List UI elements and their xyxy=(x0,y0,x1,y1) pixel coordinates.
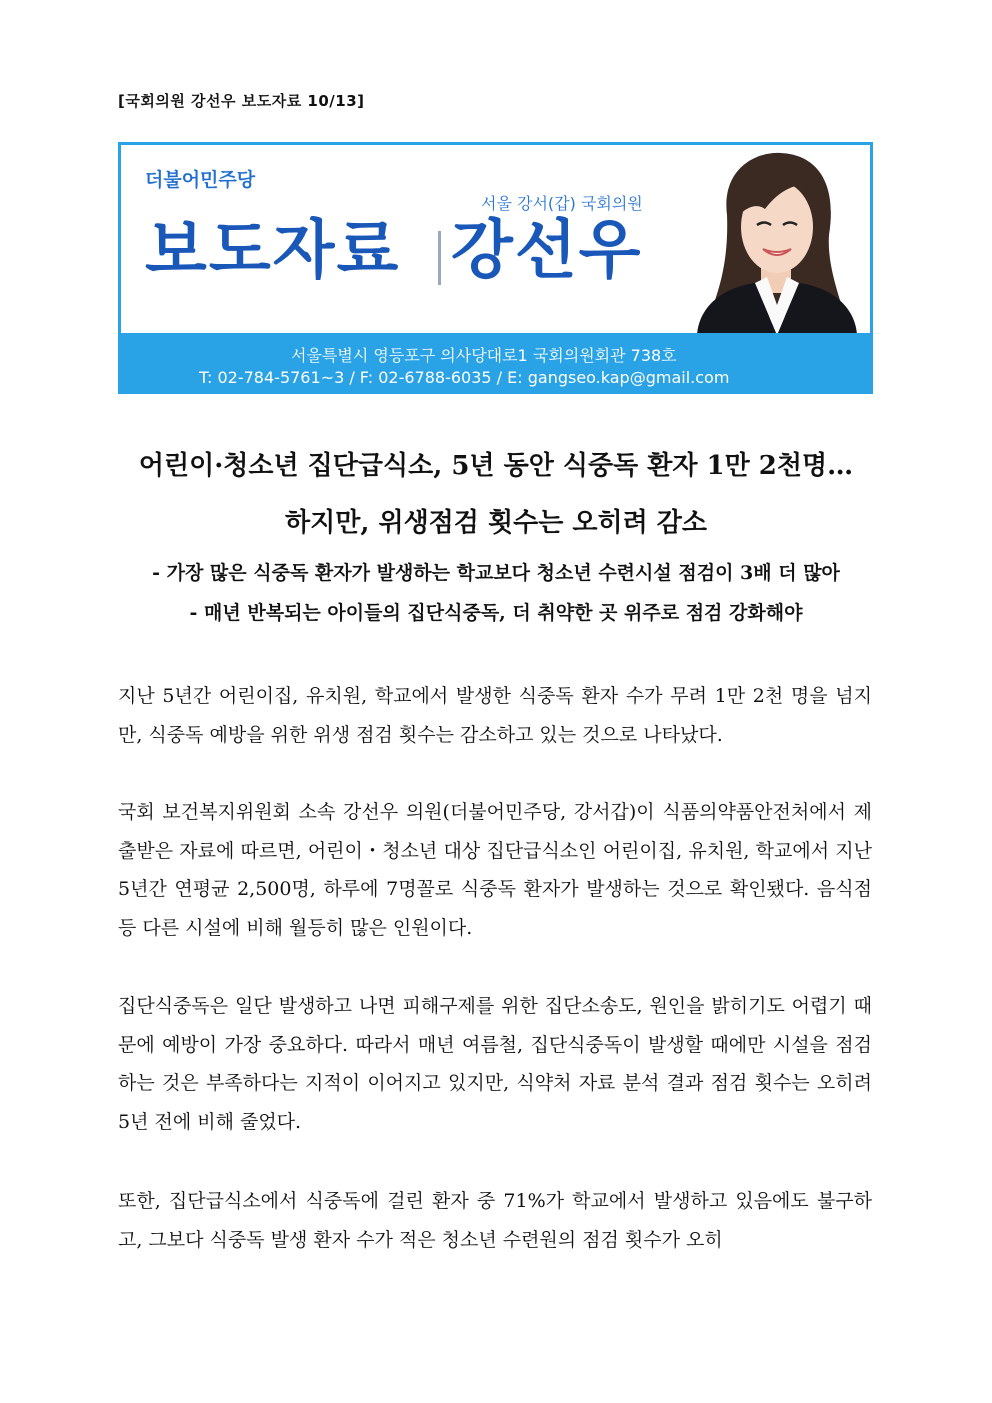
press-release-tag: [국회의원 강선우 보도자료 10/13] xyxy=(118,92,365,110)
body-paragraph-3: 집단식중독은 일단 발생하고 나면 피해구제를 위한 집단소송도, 원인을 밝히기도 어렵기 때문에 예방이 가장 중요하다. 따라서 매년 여름철, 집단식중독이 발생할 때에만 시설을 점검하는 것은 부족하다는 지적이 이어지고 있지만, 식약처 자료 분석 결과 점검 횟수는 오히려 5년 전에 비해 줄었다. xyxy=(118,995,872,1133)
press-banner xyxy=(118,142,873,394)
banner-name: 강선우 xyxy=(451,214,643,288)
contact-band xyxy=(121,333,873,394)
body-paragraph-2: 국회 보건복지위원회 소속 강선우 의원(더불어민주당, 강서갑)이 식품의약품안전처에서 제출받은 자료에 따르면, 어린이・청소년 대상 집단급식소인 어린이집, 유치원, 학교에서 지난 5년간 연평균 2,500명, 하루에 7명꼴로 식중독 환자가 발생하는 것으로 확인됐다. 음식점 등 다른 시설에 비해 월등히 많은 인원이다. xyxy=(118,801,872,939)
headline-line-1: 어린이·청소년 집단급식소, 5년 동안 식중독 환자 1만 2천명… xyxy=(138,451,854,481)
party-logo-text: 더불어민주당 xyxy=(145,169,256,191)
district-label: 서울 강서(갑) 국회의원 xyxy=(481,194,643,213)
banner-title: 보도자료 xyxy=(145,214,401,288)
body-paragraph-1: 지난 5년간 어린이집, 유치원, 학교에서 발생한 식중독 환자 수가 무려 1만 2천 명을 넘지만, 식중독 예방을 위한 위생 점검 횟수는 감소하고 있는 것으로 나타났다. xyxy=(118,685,872,746)
office-address: 서울특별시 영등포구 의사당대로1 국회의원회관 738호 xyxy=(291,346,677,365)
body-paragraph-4: 또한, 집단급식소에서 식중독에 걸린 환자 중 71%가 학교에서 발생하고 있음에도 불구하고, 그보다 식중독 발생 환자 수가 적은 청소년 수련원의 점검 횟수가 오히 xyxy=(118,1190,872,1251)
contact-info: T: 02-784-5761~3 / F: 02-6788-6035 / E: gangseo.kap@gmail.com xyxy=(199,368,730,387)
subheadline-1: - 가장 많은 식중독 환자가 발생하는 학교보다 청소년 수련시설 점검이 3배 더 많아 xyxy=(152,562,840,584)
subheadline-2: - 매년 반복되는 아이들의 집단식중독, 더 취약한 곳 위주로 점검 강화해야 xyxy=(189,602,803,624)
banner-divider xyxy=(438,231,441,285)
portrait-photo xyxy=(669,145,873,335)
headline-line-2: 하지만, 위생점검 횟수는 오히려 감소 xyxy=(285,508,707,538)
